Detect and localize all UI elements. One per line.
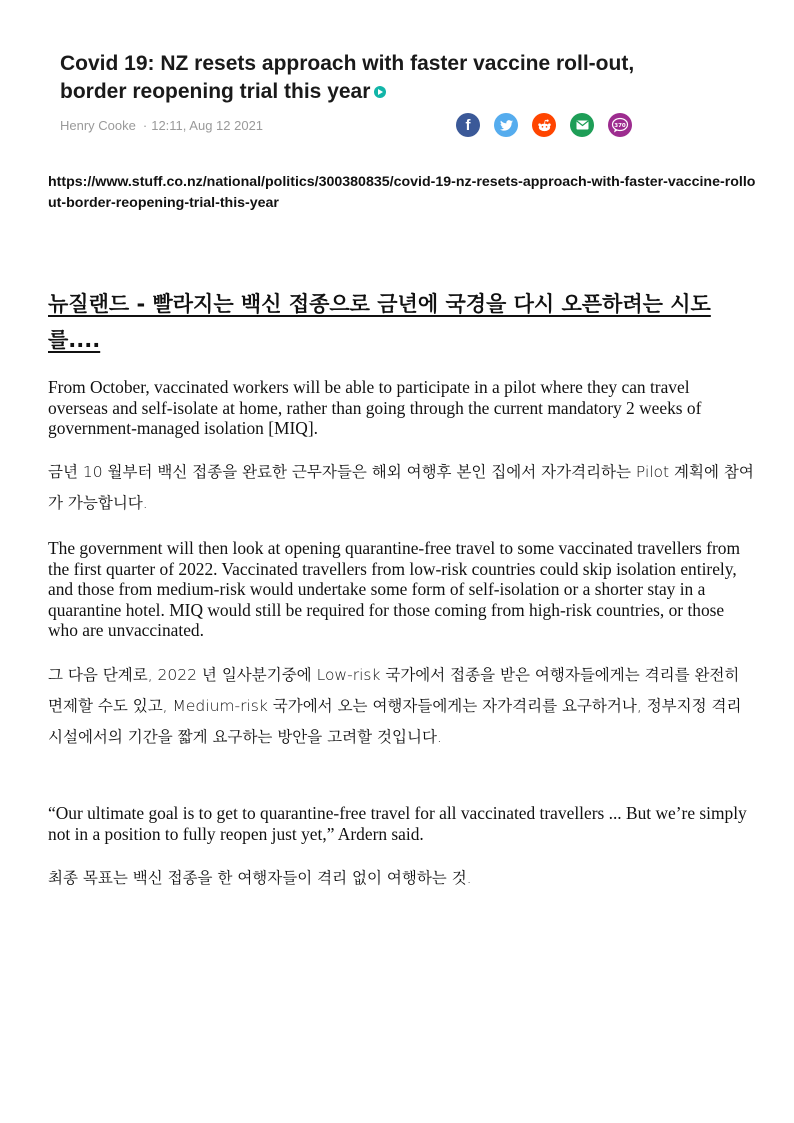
paragraph-en-3: “Our ultimate goal is to get to quarantine-free travel for all vaccinated travellers ... But we’re simply not in a position to fully reopen just yet,” Ardern said. bbox=[48, 803, 747, 844]
byline-separator: · bbox=[142, 118, 148, 133]
paragraph-en-1: From October, vaccinated workers will be able to participate in a pilot where they can travel overseas and self-isolate at home, rather than going through the current mandatory 2 weeks of government-managed isolation [MIQ]. bbox=[48, 377, 702, 438]
headline-text: Covid 19: NZ resets approach with faster vaccine roll-out, border reopening trial this year bbox=[60, 52, 635, 103]
source-url: https://www.stuff.co.nz/national/politics/300380835/covid-19-nz-resets-approach-with-faster-vaccine-rollout-border-reopening-trial-this-year bbox=[48, 174, 756, 211]
korean-title: 뉴질랜드 - 빨라지는 백신 접종으로 금년에 국경을 다시 오픈하려는 시도를.... bbox=[48, 292, 711, 352]
paragraph-en-2: The government will then look at opening quarantine-free travel to some vaccinated travellers from the first quarter of 2022. Vaccinated travellers from low-risk countries could skip isolation entirely, and those from medium-risk would undertake some form of self-isolation or a shorter stay in a quarantine hotel. MIQ would still be required for those coming from high-risk countries, or those who are unvaccinated. bbox=[48, 538, 740, 640]
comment-count: 370 bbox=[614, 122, 626, 129]
twitter-icon[interactable] bbox=[494, 113, 518, 137]
email-icon[interactable] bbox=[570, 113, 594, 137]
paragraph-kr-3: 최종 목표는 백신 접종을 한 여행자들이 격리 없이 여행하는 것. bbox=[48, 869, 472, 887]
article-headline bbox=[60, 50, 660, 106]
byline bbox=[60, 118, 263, 133]
paragraph-kr-2: 그 다음 단계로, 2022 년 일사분기중에 Low-risk 국가에서 접종을 받은 여행자들에게는 격리를 완전히 면제할 수도 있고, Medium-risk 국가에서 오는 여행자들에게는 자가격리를 요구하거나, 정부지정 격리 시설에서의 기간을 짧게 요구하는 방안을 고려할 것입니다. bbox=[48, 666, 742, 746]
paragraph-kr-1: 금년 10 월부터 백신 접종을 완료한 근무자들은 해외 여행후 본인 집에서 자가격리하는 Pilot 계획에 참여가 가능합니다. bbox=[48, 463, 754, 512]
comments-icon[interactable] bbox=[608, 113, 632, 137]
facebook-icon[interactable]: f bbox=[456, 113, 480, 137]
play-icon[interactable] bbox=[374, 86, 386, 98]
author-name[interactable]: Henry Cooke bbox=[60, 118, 136, 133]
share-bar bbox=[456, 113, 632, 137]
reddit-icon[interactable] bbox=[532, 113, 556, 137]
publish-timestamp: 12:11, Aug 12 2021 bbox=[151, 118, 264, 133]
